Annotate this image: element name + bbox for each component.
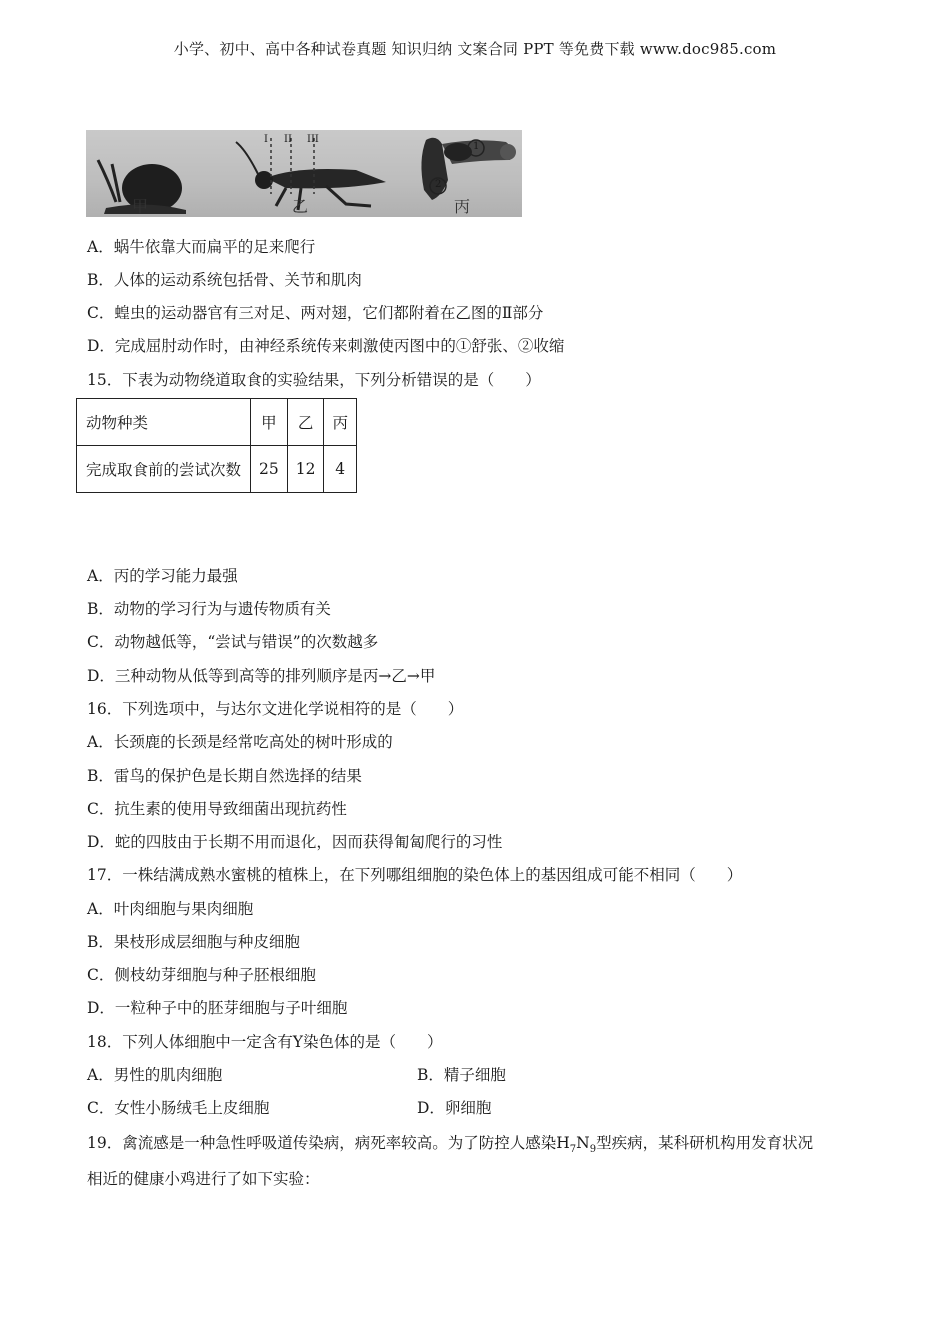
q17-option-b: B．果枝形成层细胞与种皮细胞 (87, 933, 300, 951)
q17-option-c: C．侧枝幼芽细胞与种子胚根细胞 (87, 966, 316, 984)
q15-option-c: C．动物越低等，“尝试与错误”的次数越多 (87, 633, 379, 651)
q19-text-n: N (576, 1134, 590, 1152)
figure-label-jia: 甲 (132, 197, 149, 216)
q14-option-b: B．人体的运动系统包括骨、关节和肌肉 (87, 271, 362, 289)
table-cell: 动物种类 (77, 399, 251, 446)
q18-option-c: C．女性小肠绒毛上皮细胞 (87, 1099, 270, 1117)
q15-table (76, 398, 357, 493)
q16-option-d: D．蛇的四肢由于长期不用而退化，因而获得匍匐爬行的习性 (87, 833, 503, 851)
q19-text-b: 型疾病，某科研机构用发育状况 (596, 1134, 814, 1152)
q14-option-d: D．完成屈肘动作时，由神经系统传来刺激使丙图中的①舒张、②收缩 (87, 337, 565, 355)
q16-option-b: B．雷鸟的保护色是长期自然选择的结果 (87, 767, 362, 785)
circle-label-2: 2 (435, 179, 442, 190)
q15-stem: 15．下表为动物绕道取食的实验结果，下列分析错误的是（ ） (87, 371, 541, 389)
roman-label-1: I (264, 134, 268, 145)
figure-label-bing: 丙 (454, 197, 471, 216)
q16-option-a: A．长颈鹿的长颈是经常吃高处的树叶形成的 (87, 733, 393, 751)
q19-stem-line1 (87, 1131, 813, 1155)
q19-text-a: 19．禽流感是一种急性呼吸道传染病，病死率较高。为了防控人感染H (87, 1134, 570, 1152)
table-cell: 4 (324, 446, 357, 493)
table-cell: 甲 (251, 399, 288, 446)
table-row (77, 399, 357, 446)
q18-option-b: B．精子细胞 (417, 1066, 506, 1084)
q15-option-a: A．丙的学习能力最强 (87, 567, 238, 585)
q19-sub-2: 9 (589, 1144, 597, 1156)
table-cell: 25 (251, 446, 288, 493)
q19-sub-1: 7 (569, 1144, 577, 1156)
q14-option-a: A．蜗牛依靠大而扁平的足来爬行 (87, 238, 316, 256)
q17-stem: 17．一株结满成熟水蜜桃的植株上，在下列哪组细胞的染色体上的基因组成可能不相同（ ） (87, 866, 743, 884)
roman-label-2: II (284, 134, 292, 145)
q18-option-a: A．男性的肌肉细胞 (87, 1066, 223, 1084)
page-header: 小学、初中、高中各种试卷真题 知识归纳 文案合同 PPT 等免费下载 www.doc985.com (173, 40, 777, 58)
q14-option-c: C．蝗虫的运动器官有三对足、两对翅，它们都附着在乙图的Ⅱ部分 (87, 304, 544, 322)
q17-option-a: A．叶肉细胞与果肉细胞 (87, 900, 254, 918)
q19-stem-line2: 相近的健康小鸡进行了如下实验： (87, 1170, 320, 1188)
figure-label-yi: 乙 (292, 197, 309, 216)
grasshopper-drawing (236, 138, 386, 210)
q18-stem: 18．下列人体细胞中一定含有Y染色体的是（ ） (87, 1033, 443, 1051)
q17-option-d: D．一粒种子中的胚芽细胞与子叶细胞 (87, 999, 348, 1017)
q18-option-d: D．卵细胞 (417, 1099, 492, 1117)
q15-option-d: D．三种动物从低等到高等的排列顺序是丙→乙→甲 (87, 667, 436, 685)
table-cell: 12 (287, 446, 324, 493)
table-row (77, 446, 357, 493)
animal-figure (86, 130, 522, 217)
roman-label-3: III (307, 134, 319, 145)
table-cell: 完成取食前的尝试次数 (77, 446, 251, 493)
q16-option-c: C．抗生素的使用导致细菌出现抗药性 (87, 800, 347, 818)
arm-muscle-drawing (421, 138, 516, 200)
circle-label-1: 1 (473, 141, 480, 152)
q15-option-b: B．动物的学习行为与遗传物质有关 (87, 600, 331, 618)
q16-stem: 16．下列选项中，与达尔文进化学说相符的是（ ） (87, 700, 464, 718)
table-cell: 丙 (324, 399, 357, 446)
table-cell: 乙 (287, 399, 324, 446)
